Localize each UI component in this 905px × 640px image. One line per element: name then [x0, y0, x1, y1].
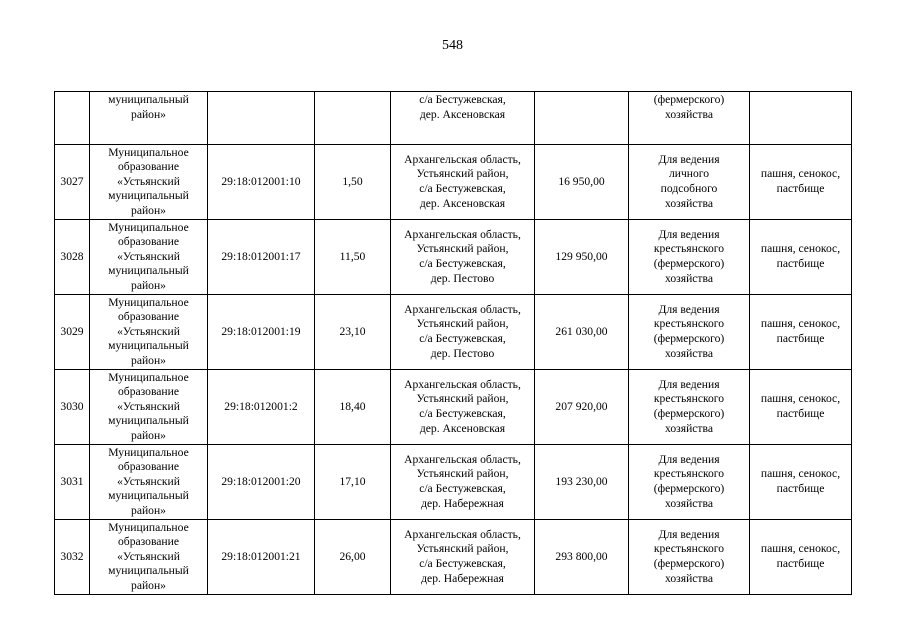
purpose-line: крестьянского: [653, 467, 725, 481]
owner-line: Муниципальное: [108, 295, 189, 309]
land-type-line: пастбище: [776, 332, 825, 345]
land-type-line: пастбище: [776, 257, 825, 270]
purpose-line: подсобного: [660, 182, 718, 195]
owner-line: район»: [131, 203, 166, 217]
purpose-line: (фермерского): [653, 93, 725, 106]
cell-land-type: [750, 92, 852, 145]
land-type-line: пастбище: [776, 407, 825, 420]
land-type-line: пастбище: [776, 182, 825, 195]
purpose-line: хозяйства: [665, 196, 713, 210]
owner-line: район»: [131, 428, 166, 442]
cell-price: 193 230,00: [535, 445, 629, 520]
purpose-line: Для ведения: [658, 377, 720, 391]
cell-number: 3032: [55, 520, 90, 595]
cell-purpose: [629, 92, 750, 145]
address-line: Архангельская область,: [404, 227, 521, 241]
table-body: [55, 92, 852, 595]
owner-line: «Устьянский: [117, 399, 180, 413]
cell-area: 1,50: [315, 145, 391, 220]
purpose-line: крестьянского: [653, 392, 725, 406]
cell-owner: [90, 92, 208, 145]
owner-line: образование: [118, 310, 179, 324]
cell-purpose: [629, 370, 750, 445]
cell-cadastral: 29:18:012001:20: [208, 445, 315, 520]
purpose-line: крестьянского: [653, 242, 725, 256]
owner-line: муниципальный: [108, 414, 189, 428]
land-type-line: пашня, сенокос,: [760, 542, 841, 556]
address-line: Архангельская область,: [404, 377, 521, 391]
owner-line: муниципальный: [108, 264, 189, 278]
owner-line: образование: [118, 385, 179, 399]
owner-line: район»: [131, 278, 166, 292]
address-line: с/а Бестужевская,: [419, 407, 506, 420]
owner-line: район»: [131, 503, 166, 517]
cell-purpose: [629, 445, 750, 520]
address-line: Устьянский район,: [416, 317, 509, 331]
address-line: с/а Бестужевская,: [419, 482, 506, 495]
land-type-line: пашня, сенокос,: [760, 167, 841, 181]
address-line: Архангельская область,: [404, 452, 521, 466]
address-line: Архангельская область,: [404, 527, 521, 541]
purpose-line: хозяйства: [665, 107, 713, 121]
cell-land-type: [750, 295, 852, 370]
cell-purpose: [629, 295, 750, 370]
cell-owner: [90, 370, 208, 445]
purpose-line: крестьянского: [653, 317, 725, 331]
address-line: дер. Аксеновская: [419, 196, 506, 210]
owner-line: образование: [118, 460, 179, 474]
address-line: с/а Бестужевская,: [419, 93, 506, 106]
address-line: дер. Пестово: [430, 271, 495, 285]
owner-line: «Устьянский: [117, 249, 180, 263]
purpose-line: хозяйства: [665, 421, 713, 435]
land-type-line: пашня, сенокос,: [760, 392, 841, 406]
owner-line: район»: [131, 578, 166, 592]
owner-line: муниципальный: [108, 489, 189, 503]
land-type-line: пастбище: [776, 482, 825, 495]
cell-area: [315, 92, 391, 145]
address-line: дер. Набережная: [421, 496, 504, 510]
address-line: Устьянский район,: [416, 392, 509, 406]
cell-purpose: [629, 220, 750, 295]
cell-address: [391, 220, 535, 295]
cell-area: 18,40: [315, 370, 391, 445]
table-row: [55, 370, 852, 445]
land-type-line: пашня, сенокос,: [760, 242, 841, 256]
owner-line: район»: [131, 107, 166, 121]
page-number: 548: [442, 38, 463, 53]
cell-number: 3029: [55, 295, 90, 370]
cell-cadastral: 29:18:012001:19: [208, 295, 315, 370]
cell-owner: [90, 145, 208, 220]
table-row: [55, 445, 852, 520]
cell-owner: [90, 295, 208, 370]
purpose-line: (фермерского): [653, 482, 725, 495]
cell-cadastral: 29:18:012001:21: [208, 520, 315, 595]
purpose-line: хозяйства: [665, 571, 713, 585]
cell-address: [391, 370, 535, 445]
purpose-line: (фермерского): [653, 557, 725, 570]
cell-number: 3028: [55, 220, 90, 295]
cell-cadastral: [208, 92, 315, 145]
owner-line: муниципальный: [108, 189, 189, 203]
cell-land-type: [750, 220, 852, 295]
cell-area: 23,10: [315, 295, 391, 370]
table-row: [55, 295, 852, 370]
land-type-line: пастбище: [776, 557, 825, 570]
cell-price: 129 950,00: [535, 220, 629, 295]
address-line: с/а Бестужевская,: [419, 257, 506, 270]
owner-line: «Устьянский: [117, 549, 180, 563]
cell-area: 17,10: [315, 445, 391, 520]
owner-line: Муниципальное: [108, 220, 189, 234]
table-row: [55, 145, 852, 220]
cell-price: 16 950,00: [535, 145, 629, 220]
owner-line: «Устьянский: [117, 474, 180, 488]
address-line: дер. Аксеновская: [419, 421, 506, 435]
cell-address: [391, 445, 535, 520]
purpose-line: личного: [668, 167, 710, 181]
cell-purpose: [629, 520, 750, 595]
purpose-line: Для ведения: [658, 227, 720, 241]
owner-line: образование: [118, 235, 179, 249]
cell-price: 261 030,00: [535, 295, 629, 370]
cell-number: 3030: [55, 370, 90, 445]
purpose-line: Для ведения: [658, 527, 720, 541]
cell-area: 11,50: [315, 220, 391, 295]
cell-land-type: [750, 520, 852, 595]
purpose-line: хозяйства: [665, 271, 713, 285]
table-row: [55, 520, 852, 595]
cell-cadastral: 29:18:012001:17: [208, 220, 315, 295]
land-type-line: пашня, сенокос,: [760, 317, 841, 331]
owner-line: Муниципальное: [108, 370, 189, 384]
cell-address: [391, 92, 535, 145]
cell-address: [391, 520, 535, 595]
purpose-line: Для ведения: [658, 302, 720, 316]
owner-line: «Устьянский: [117, 324, 180, 338]
address-line: дер. Набережная: [421, 571, 504, 585]
purpose-line: хозяйства: [665, 496, 713, 510]
owner-line: Муниципальное: [108, 520, 189, 534]
owner-line: Муниципальное: [108, 445, 189, 459]
cell-cadastral: 29:18:012001:10: [208, 145, 315, 220]
owner-line: муниципальный: [108, 564, 189, 578]
owner-line: «Устьянский: [117, 174, 180, 188]
owner-line: муниципальный: [108, 339, 189, 353]
address-line: дер. Пестово: [430, 346, 495, 360]
cell-owner: [90, 520, 208, 595]
cell-address: [391, 295, 535, 370]
cell-land-type: [750, 445, 852, 520]
address-line: Устьянский район,: [416, 167, 509, 181]
address-line: с/а Бестужевская,: [419, 332, 506, 345]
cell-purpose: [629, 145, 750, 220]
cell-number: 3031: [55, 445, 90, 520]
purpose-line: (фермерского): [653, 257, 725, 270]
owner-line: муниципальный: [108, 93, 189, 106]
address-line: Устьянский район,: [416, 467, 509, 481]
owner-line: Муниципальное: [108, 145, 189, 159]
address-line: Устьянский район,: [416, 542, 509, 556]
cell-number: 3027: [55, 145, 90, 220]
cell-address: [391, 145, 535, 220]
table-row-continuation: [55, 92, 852, 145]
cell-price: 207 920,00: [535, 370, 629, 445]
cell-area: 26,00: [315, 520, 391, 595]
owner-line: район»: [131, 353, 166, 367]
table-row: [55, 220, 852, 295]
owner-line: образование: [118, 160, 179, 174]
address-line: Архангельская область,: [404, 152, 521, 166]
cell-owner: [90, 445, 208, 520]
purpose-line: (фермерского): [653, 332, 725, 345]
purpose-line: Для ведения: [658, 152, 720, 166]
address-line: с/а Бестужевская,: [419, 557, 506, 570]
cell-number: [55, 92, 90, 145]
cell-cadastral: 29:18:012001:2: [208, 370, 315, 445]
address-line: с/а Бестужевская,: [419, 182, 506, 195]
owner-line: образование: [118, 535, 179, 549]
cell-land-type: [750, 370, 852, 445]
purpose-line: крестьянского: [653, 542, 725, 556]
purpose-line: (фермерского): [653, 407, 725, 420]
cell-price: 293 800,00: [535, 520, 629, 595]
address-line: дер. Аксеновская: [419, 107, 506, 121]
land-type-line: пашня, сенокос,: [760, 467, 841, 481]
address-line: Устьянский район,: [416, 242, 509, 256]
cell-price: [535, 92, 629, 145]
cell-owner: [90, 220, 208, 295]
land-registry-table: [54, 91, 852, 595]
purpose-line: Для ведения: [658, 452, 720, 466]
cell-land-type: [750, 145, 852, 220]
address-line: Архангельская область,: [404, 302, 521, 316]
purpose-line: хозяйства: [665, 346, 713, 360]
